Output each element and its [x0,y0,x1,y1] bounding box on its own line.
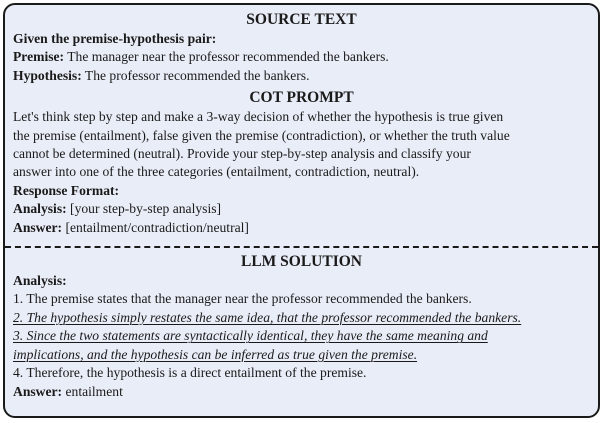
cot-prompt-line: cannot be determined (neutral). Provide your step-by-step analysis and classify your [13,146,471,162]
hypothesis-line [13,67,590,85]
solution-step-highlighted: implications, and the hypothesis can be inferred as true given the premise. [13,346,418,362]
format-answer-label: Answer: [13,219,63,235]
format-analysis-line [13,200,590,218]
solution-step: 4. Therefore, the hypothesis is a direct entailment of the premise. [13,365,367,381]
source-intro [13,30,590,48]
llm-solution-section [5,248,598,401]
solution-step: 1. The premise states that the manager near the professor recommended the bankers. [13,291,472,307]
hypothesis-label: Hypothesis: [13,67,82,83]
format-analysis-text: [your step-by-step analysis] [66,201,222,217]
premise-label: Premise: [13,49,65,65]
format-answer-line [13,219,590,237]
solution-answer-text: entailment [62,383,123,399]
source-text-title: SOURCE TEXT [246,11,357,28]
source-intro-label: Given the premise-hypothesis pair: [13,31,217,46]
premise-line [13,48,590,66]
prompt-card [3,3,600,418]
cot-prompt-line: the premise (entailment), false given the premise (contradiction), or whether the truth value [13,127,510,143]
cot-prompt-title: COT PROMPT [249,89,354,107]
solution-step-highlighted: 3. Since the two statements are syntactically identical, they have the same meaning and [13,328,488,344]
source-text-section [5,5,598,85]
llm-solution-title: LLM SOLUTION [240,253,362,271]
solution-answer-label: Answer: [13,383,63,399]
solution-analysis-label [13,272,590,290]
solution-analysis-label-text: Analysis: [13,273,67,289]
format-answer-text: [entailment/contradiction/neutral] [62,219,249,235]
format-analysis-label: Analysis: [13,201,67,217]
cot-prompt-line: Let's think step by step and make a 3-way decision of whether the hypothesis is true given [13,109,504,125]
cot-prompt-line: answer into one of the three categories (entailment, contradiction, neutral). [13,164,420,180]
solution-step-highlighted: 2. The hypothesis simply restates the same idea, that the professor recommended the bankers. [13,309,522,325]
solution-answer-line [13,383,590,401]
cot-prompt-section [5,88,598,237]
hypothesis-text: The professor recommended the bankers. [81,67,310,83]
response-format-text: Response Format: [13,182,120,198]
response-format-label [13,182,590,200]
premise-text: The manager near the professor recommended the bankers. [64,49,389,65]
